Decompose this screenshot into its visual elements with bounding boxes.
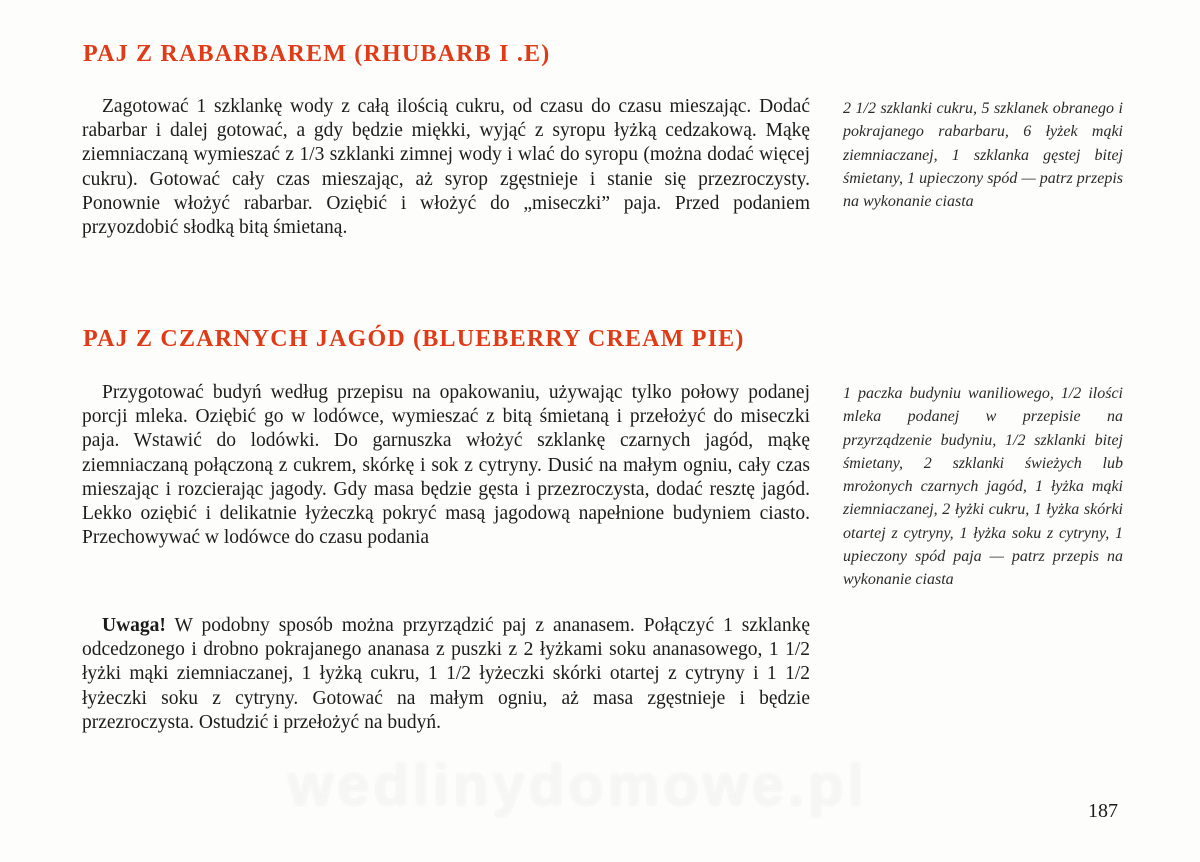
watermark: wedlinydomowe.pl xyxy=(288,753,868,818)
recipe-note-pineapple xyxy=(82,614,810,735)
recipe-instructions-rhubarb-pie: Zagotować 1 szklankę wody z całą ilością cukru, od czasu do czasu mieszając. Dodać rabarbar i dalej gotować, a gdy będzie miękki, wyjąć z syropu łyżką cedzakową. Mąkę ziemniaczaną wymieszać z 1/3 szklanki zimnej wody i wlać do syropu (można dodać więcej cukru). Gotować cały czas mieszając, aż syrop zgęstnieje i stanie się przezroczysty. Ponownie włożyć rabarbar. Oziębić i włożyć do „miseczki” paja. Przed podaniem przyozdobić słodką bitą śmietaną. xyxy=(82,96,810,239)
recipe-title-rhubarb-pie: PAJ Z RABARBAREM (RHUBARB I .E) xyxy=(83,41,551,67)
ingredients-rhubarb-pie: 2 1/2 szklanki cukru, 5 szklanek obranego i pokrajanego rabarbaru, 6 łyżek mąki ziemniaczanej, 1 szklanka gęstej bitej śmietany, 1 upieczony spód — patrz przepis na wykonanie ciasta xyxy=(843,100,1123,211)
recipe-instructions-blueberry-pie: Przygotować budyń według przepisu na opakowaniu, używając tylko połowy podanej porcji mleka. Oziębić go w lodówce, wymieszać z bitą śmietaną i przełożyć do miseczki paja. Wstawić do lodówki. Do garnuszka włożyć szklankę czarnych jagód, mąkę ziemniaczaną połączoną z cukrem, skórkę i sok z cytryny. Dusić na małym ogniu, cały czas mieszając i rozcierając jagody. Gdy masa będzie gęsta i przezroczysta, dodać resztę jagód. Lekko oziębić i delikatnie łyżeczką pokryć masą jagodową napełnione budyniem ciasto. Przechowywać w lodówce do czasu podania xyxy=(82,382,810,549)
recipe-title-blueberry-pie: PAJ Z CZARNYCH JAGÓD (BLUEBERRY CREAM PIE) xyxy=(83,326,745,352)
ingredients-blueberry-pie: 1 paczka budyniu waniliowego, 1/2 ilości mleka podanej w przepisie na przyrządzenie budyniu, 1/2 szklanki bitej śmietany, 2 szklanki świeżych lub mrożonych czarnych jagód, 1 łyżka mąki ziemniaczanej, 2 łyżki cukru, 1 łyżka skórki otartej z cytryny, 1 łyżka soku z cytryny, 1 upieczony spód paja — patrz przepis na wykonanie ciasta xyxy=(843,385,1123,589)
note-lead: Uwaga! xyxy=(102,615,166,636)
note-text: W podobny sposób można przyrządzić paj z ananasem. Połączyć 1 szklankę odcedzonego i drobno pokrajanego ananasa z puszki z 2 łyżkami soku ananasowego, 1 1/2 łyżki mąki ziemniaczanej, 1 łyżką cukru, 1 1/2 łyżeczki skórki otartej z cytryny i 1 1/2 łyżeczki soku z cytryny. Gotować na małym ogniu, aż masa zgęstnieje i będzie przezroczysta. Ostudzić i przełożyć na budyń. xyxy=(82,615,810,733)
page-number: 187 xyxy=(1088,800,1118,822)
